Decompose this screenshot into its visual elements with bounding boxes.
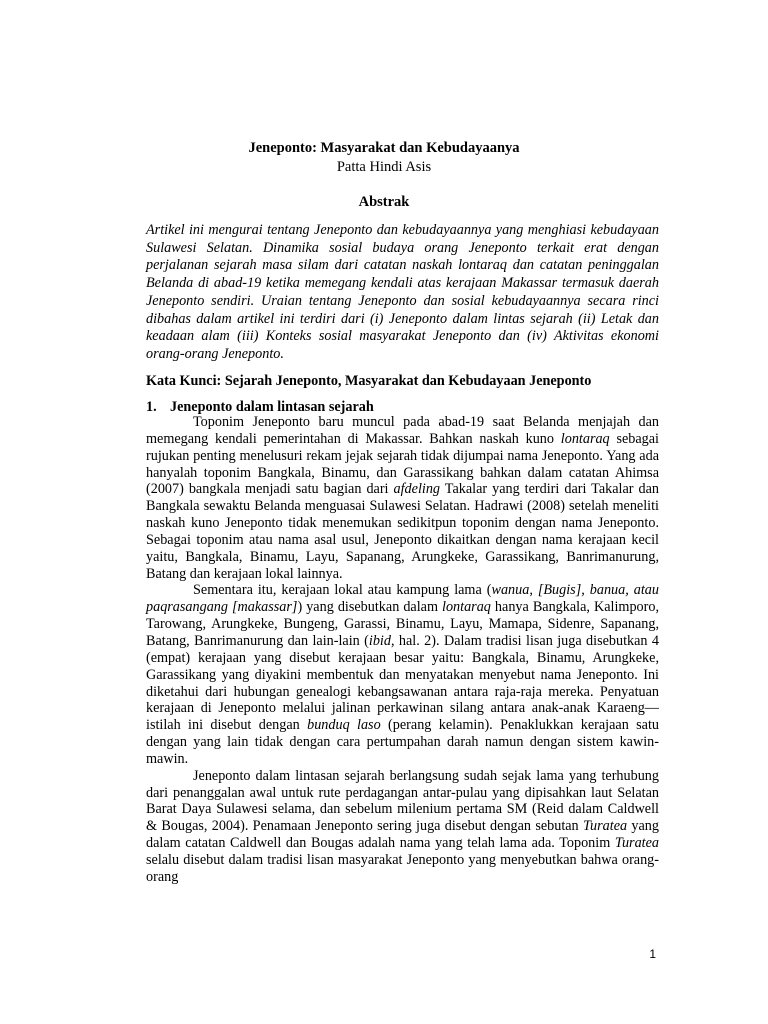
abstract-text: Artikel ini mengurai tentang Jeneponto dan kebudayaannya yang menghiasi kebudayaan Sulawesi Selatan. Dinamika sosial budaya orang Jeneponto terkait erat dengan perjalanan sejarah masa silam dari catatan naskah lontaraq dan catatan peninggalan Belanda di abad-19 ketika memegang kendali atas kerajaan Makassar termasuk daerah Jeneponto sendiri. Uraian tentang Jeneponto dan sosial kebudayaannya secara rinci dibahas dalam artikel ini terdiri dari (i) Jeneponto dalam lintas sejarah (ii) Letak dan keadaan alam (iii) Konteks sosial masyarakat Jeneponto dan (iv) Aktivitas ekonomi orang-orang Jeneponto. bbox=[146, 222, 659, 362]
text-run: Jeneponto dalam lintasan sejarah berlangsung sudah sejak lama yang terhubung dari penanggalan awal untuk rute perdagangan antar-pulau yang dipisahkan laut Selatan Barat Daya Sulawesi selama, dan sebelum milenium pertama SM (Reid dalam Caldwell & Bougas, 2004). Penamaan Jeneponto sering juga disebut dengan sebutan bbox=[146, 767, 659, 835]
text-run: selalu disebut dalam tradisi lisan masyarakat Jeneponto yang menyebutkan bahwa orang-orang bbox=[146, 851, 659, 885]
paragraph-2 bbox=[146, 582, 659, 767]
page-number: 1 bbox=[649, 947, 656, 961]
text-run: yang dalam catatan Caldwell dan Bougas adalah nama yang telah lama ada. Toponim bbox=[146, 818, 659, 852]
author-name: Patta Hindi Asis bbox=[336, 159, 432, 175]
body-text bbox=[146, 414, 659, 886]
text-run: , hal. 2). Dalam tradisi lisan juga disebutkan 4 (empat) kerajaan yang disebut kerajaan besar yaitu: Bangkala, Binamu, Arungkeke, Garassikang yang diyakini membentuk dan menyatakan menyebut nama Jeneponto. Ini diketahui dari hubungan genealogi kebangsawanan antara raja-raja mereka. Penyatuan kerajaan di Jeneponto melalui jalinan perkawinan silang antara anak-anak Karaeng—istilah ini disebut dengan bbox=[146, 632, 660, 734]
italic-term: ibid bbox=[368, 632, 391, 649]
text-run: sebagai rujukan penting menelusuri rekam jejak sejarah tidak dijumpai nama Jeneponto. Yang ada hanyalah toponim Bangkala, Binamu, dan Garassikang bahkan dalam catatan Ahimsa (2007) bangkala menjadi satu bagian dari bbox=[146, 430, 659, 498]
text-run: (perang kelamin). Penaklukkan kerajaan satu dengan yang lain tidak dengan cara pertumpahan darah namun dengan sistem kawin-mawin. bbox=[146, 717, 660, 767]
section-title: Jeneponto dalam lintasan sejarah bbox=[170, 399, 374, 415]
text-run: Sementara itu, kerajaan lokal atau kampung lama ( bbox=[193, 582, 492, 599]
paragraph-3 bbox=[146, 768, 659, 886]
text-run: ) yang disebutkan dalam bbox=[297, 599, 443, 616]
keywords-line: Kata Kunci: Sejarah Jeneponto, Masyarakat dan Kebudayaan Jeneponto bbox=[146, 373, 592, 389]
italic-term: lontaraq bbox=[442, 599, 491, 616]
section-number: 1. bbox=[146, 399, 157, 415]
document-title: Jeneponto: Masyarakat dan Kebudayaanya bbox=[248, 140, 520, 156]
italic-term: Turatea bbox=[582, 818, 628, 835]
italic-term: wanua, [Bugis], banua, atau paqrasangang [makassar] bbox=[146, 582, 659, 616]
italic-term: Turatea bbox=[614, 835, 659, 852]
italic-term: afdeling bbox=[393, 481, 441, 498]
paragraph-1 bbox=[146, 414, 659, 582]
text-run: Takalar yang terdiri dari Takalar dan Bangkala sewaktu Belanda menguasai Sulawesi Selatan. Hadrawi (2008) setelah meneliti naskah kuno Jeneponto tidak menemukan sedikitpun toponim dengan nama Jeneponto. Sebagai toponim atau nama asal usul, Jeneponto dikaitkan dengan nama kerajaan kecil yaitu, Bangkala, Binamu, Layu, Sapanang, Arungkeke, Garassikang, Banrimanurung, Batang dan kerajaan lokal lainnya. bbox=[146, 481, 659, 582]
abstract-heading: Abstrak bbox=[358, 194, 410, 210]
italic-term: lontaraq bbox=[560, 430, 610, 447]
text-run: hanya Bangkala, Kalimporo, Tarowang, Arungkeke, Bungeng, Garassi, Binamu, Layu, Mamapa, Sidenre, Sapanang, Batang, Banrimanurung dan lain-lain ( bbox=[146, 599, 659, 649]
italic-term: bunduq laso bbox=[307, 717, 381, 734]
text-run: Toponim Jeneponto baru muncul pada abad-19 saat Belanda menjajah dan memegang kendali pemerintahan di Makassar. Bahkan naskah kuno bbox=[146, 414, 659, 447]
